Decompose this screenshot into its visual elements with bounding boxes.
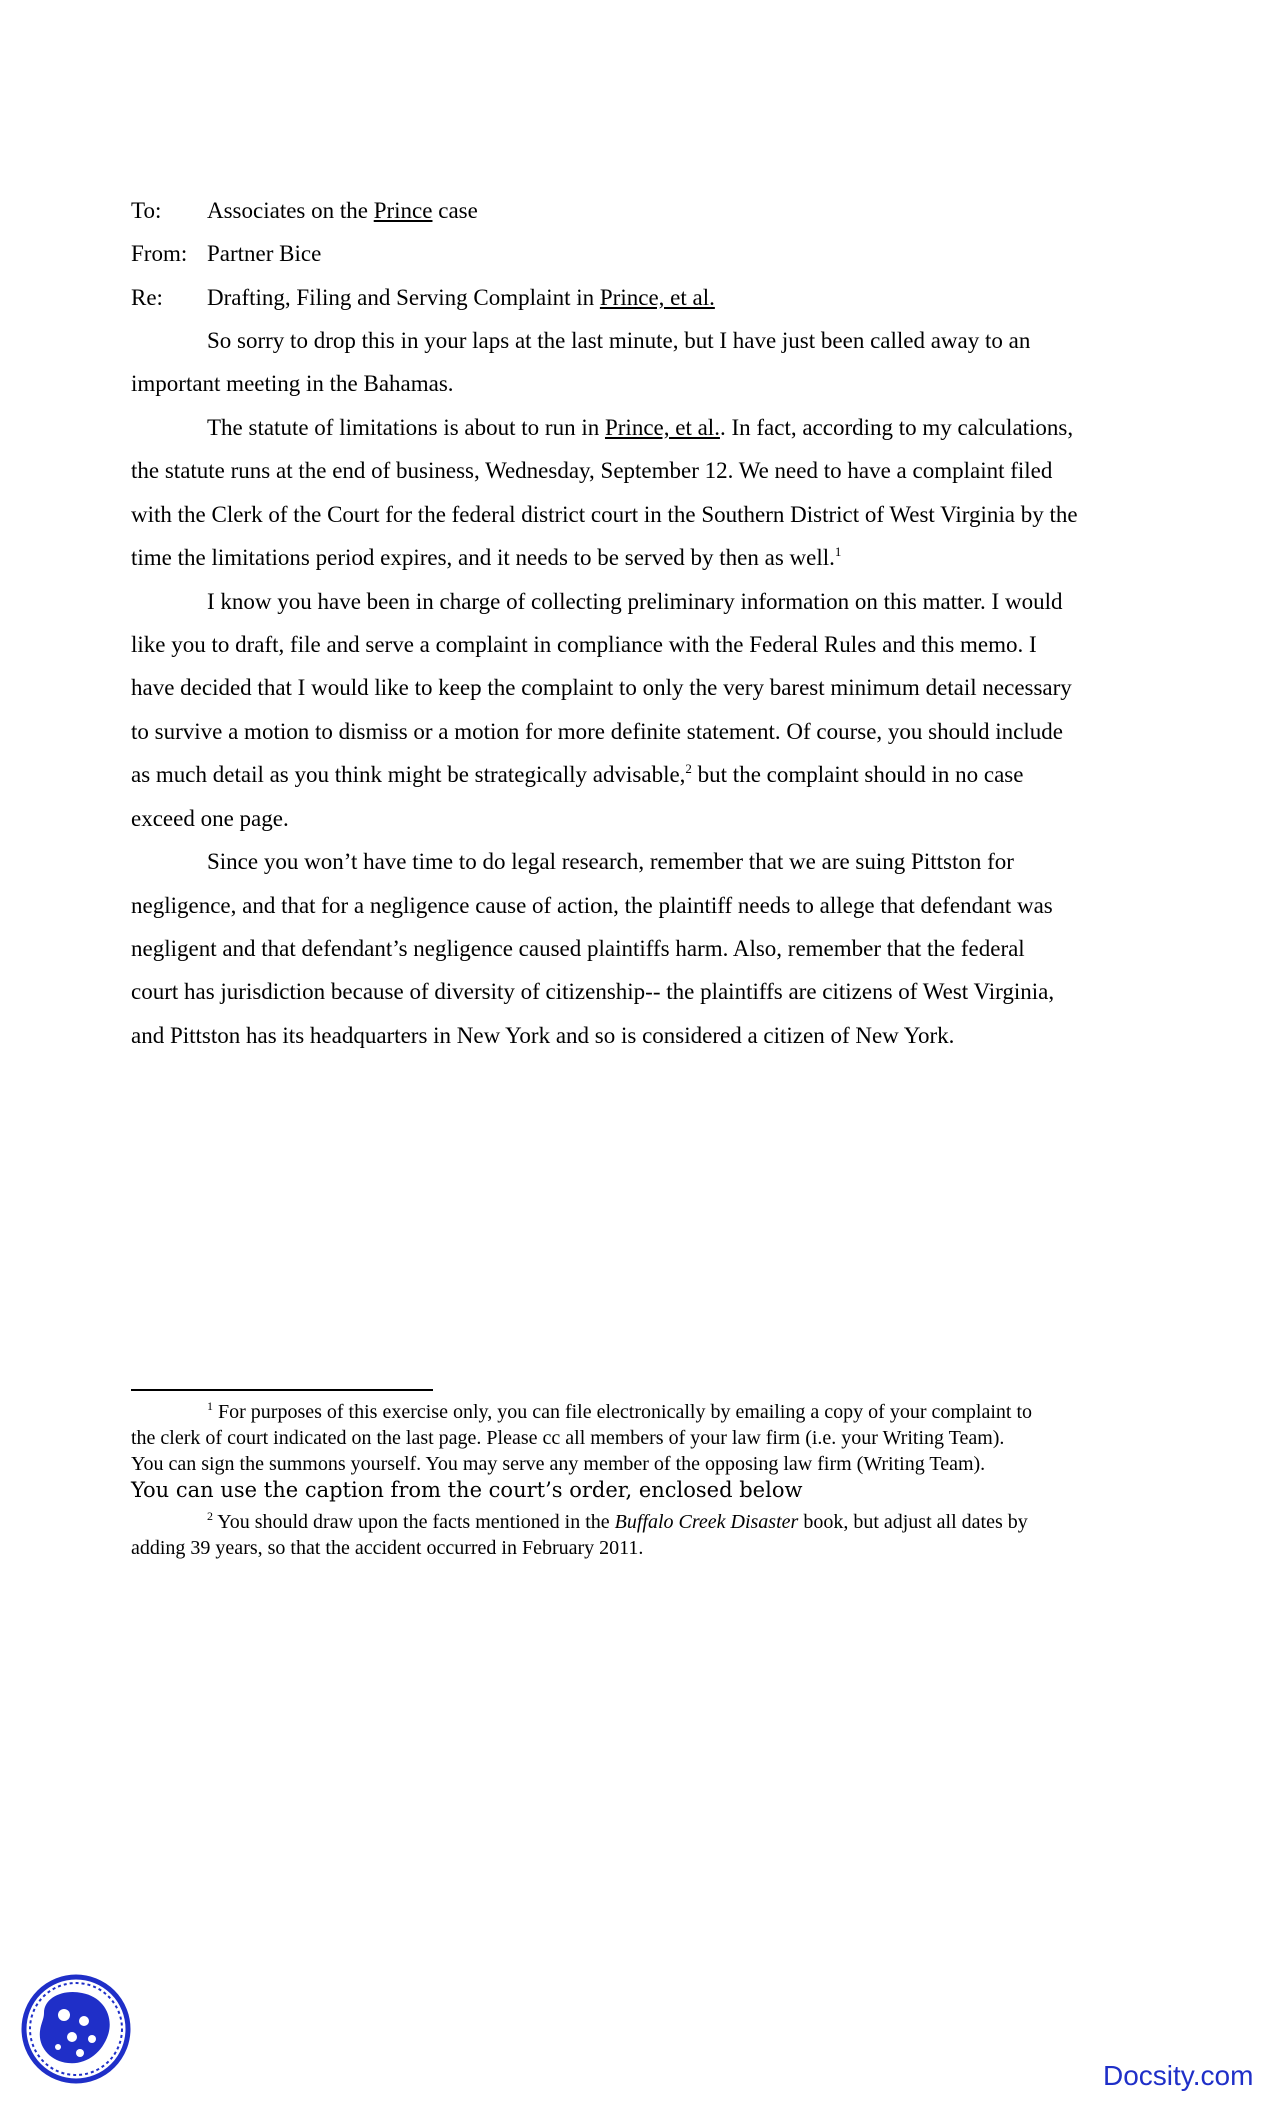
p3-text-after: but the complaint should in no case — [691, 762, 1024, 787]
case-name-prince-et-al: Prince, et al. — [599, 285, 715, 310]
re-value — [207, 284, 715, 312]
paragraph-2-line — [131, 544, 841, 572]
paragraph-4-line: court has jurisdiction because of diversity of citizenship-- the plaintiffs are citizens of West Virginia, — [131, 979, 1055, 1004]
paragraph-3-line — [131, 761, 1023, 789]
from-value: Partner Bice — [207, 241, 322, 266]
paragraph-1-line: So sorry to drop this in your laps at the last minute, but I have just been called away to an — [207, 328, 1031, 353]
paragraph-1-line: important meeting in the Bahamas. — [131, 371, 454, 396]
paragraph-4-line: Since you won’t have time to do legal research, remember that we are suing Pittston for — [207, 849, 1014, 874]
footnote-ref-1: 1 — [834, 544, 842, 559]
footnote-ref-2: 2 — [685, 761, 692, 776]
paragraph-4-line: negligence, and that for a negligence cause of action, the plaintiff needs to allege that defendant was — [131, 893, 1053, 918]
footnote-1-line — [207, 1400, 1032, 1424]
footnote-1-line: You can use the caption from the court’s order, enclosed below — [131, 1478, 803, 1502]
to-text-after: case — [432, 198, 478, 223]
from-label: From: — [131, 241, 188, 266]
footnote-2-number: 2 — [207, 1509, 213, 1523]
paragraph-4-line: negligent and that defendant’s negligence caused plaintiffs harm. Also, remember that the federal — [131, 936, 1025, 961]
paragraph-3-line: I know you have been in charge of collecting preliminary information on this matter. I would — [207, 589, 1063, 614]
footnote-2-text-after: book, but adjust all dates by — [798, 1511, 1028, 1533]
footnote-2-line: adding 39 years, so that the accident occurred in February 2011. — [131, 1537, 644, 1559]
re-text-before: Drafting, Filing and Serving Complaint in — [207, 285, 600, 310]
footnote-2-line — [207, 1510, 1028, 1534]
p3-text-before: as much detail as you think might be strategically advisable, — [131, 762, 686, 787]
paragraph-3-line: have decided that I would like to keep the complaint to only the very barest minimum detail necessary — [131, 675, 1072, 700]
p2-text-before: The statute of limitations is about to run in — [207, 415, 605, 440]
footnote-1-line: the clerk of court indicated on the last page. Please cc all members of your law firm (i.e. your Writing Team). — [131, 1427, 1005, 1449]
p2-last-text: time the limitations period expires, and it needs to be served by then as well. — [131, 545, 835, 570]
paragraph-2-line: with the Clerk of the Court for the federal district court in the Southern District of West Virginia by the — [131, 502, 1078, 527]
footnote-1-number: 1 — [207, 1399, 213, 1413]
docsity-logo-graphic — [20, 1973, 132, 2085]
paragraph-4-line: and Pittston has its headquarters in New York and so is considered a citizen of New York. — [131, 1023, 955, 1048]
p2-text-after: . In fact, according to my calculations, — [719, 415, 1074, 440]
paragraph-3-line: exceed one page. — [131, 806, 289, 831]
to-text-before: Associates on the — [207, 198, 374, 223]
paragraph-3-line: like you to draft, file and serve a complaint in compliance with the Federal Rules and this memo. I — [131, 632, 1037, 657]
to-label: To: — [131, 198, 162, 223]
case-name-prince: Prince — [373, 198, 433, 223]
book-title: Buffalo Creek Disaster — [614, 1511, 799, 1533]
to-value — [207, 197, 478, 225]
paragraph-3-line: to survive a motion to dismiss or a motion for more definite statement. Of course, you should include — [131, 719, 1063, 744]
footnote-1-text: For purposes of this exercise only, you can file electronically by emailing a copy of your complaint to — [213, 1401, 1033, 1423]
paragraph-2-line — [207, 414, 1073, 442]
docsity-logo-icon[interactable] — [20, 1973, 132, 2085]
case-name-prince-et-al: Prince, et al. — [604, 415, 720, 440]
footnote-divider — [131, 1389, 433, 1391]
docsity-wordmark[interactable]: Docsity.com — [1103, 2060, 1254, 2091]
footnote-2-text-before: You should draw upon the facts mentioned in the — [213, 1511, 615, 1533]
paragraph-2-line: the statute runs at the end of business, Wednesday, September 12. We need to have a complaint filed — [131, 458, 1053, 483]
footnote-1-line: You can sign the summons yourself. You may serve any member of the opposing law firm (Writing Team). — [131, 1453, 986, 1475]
re-label: Re: — [131, 285, 163, 310]
